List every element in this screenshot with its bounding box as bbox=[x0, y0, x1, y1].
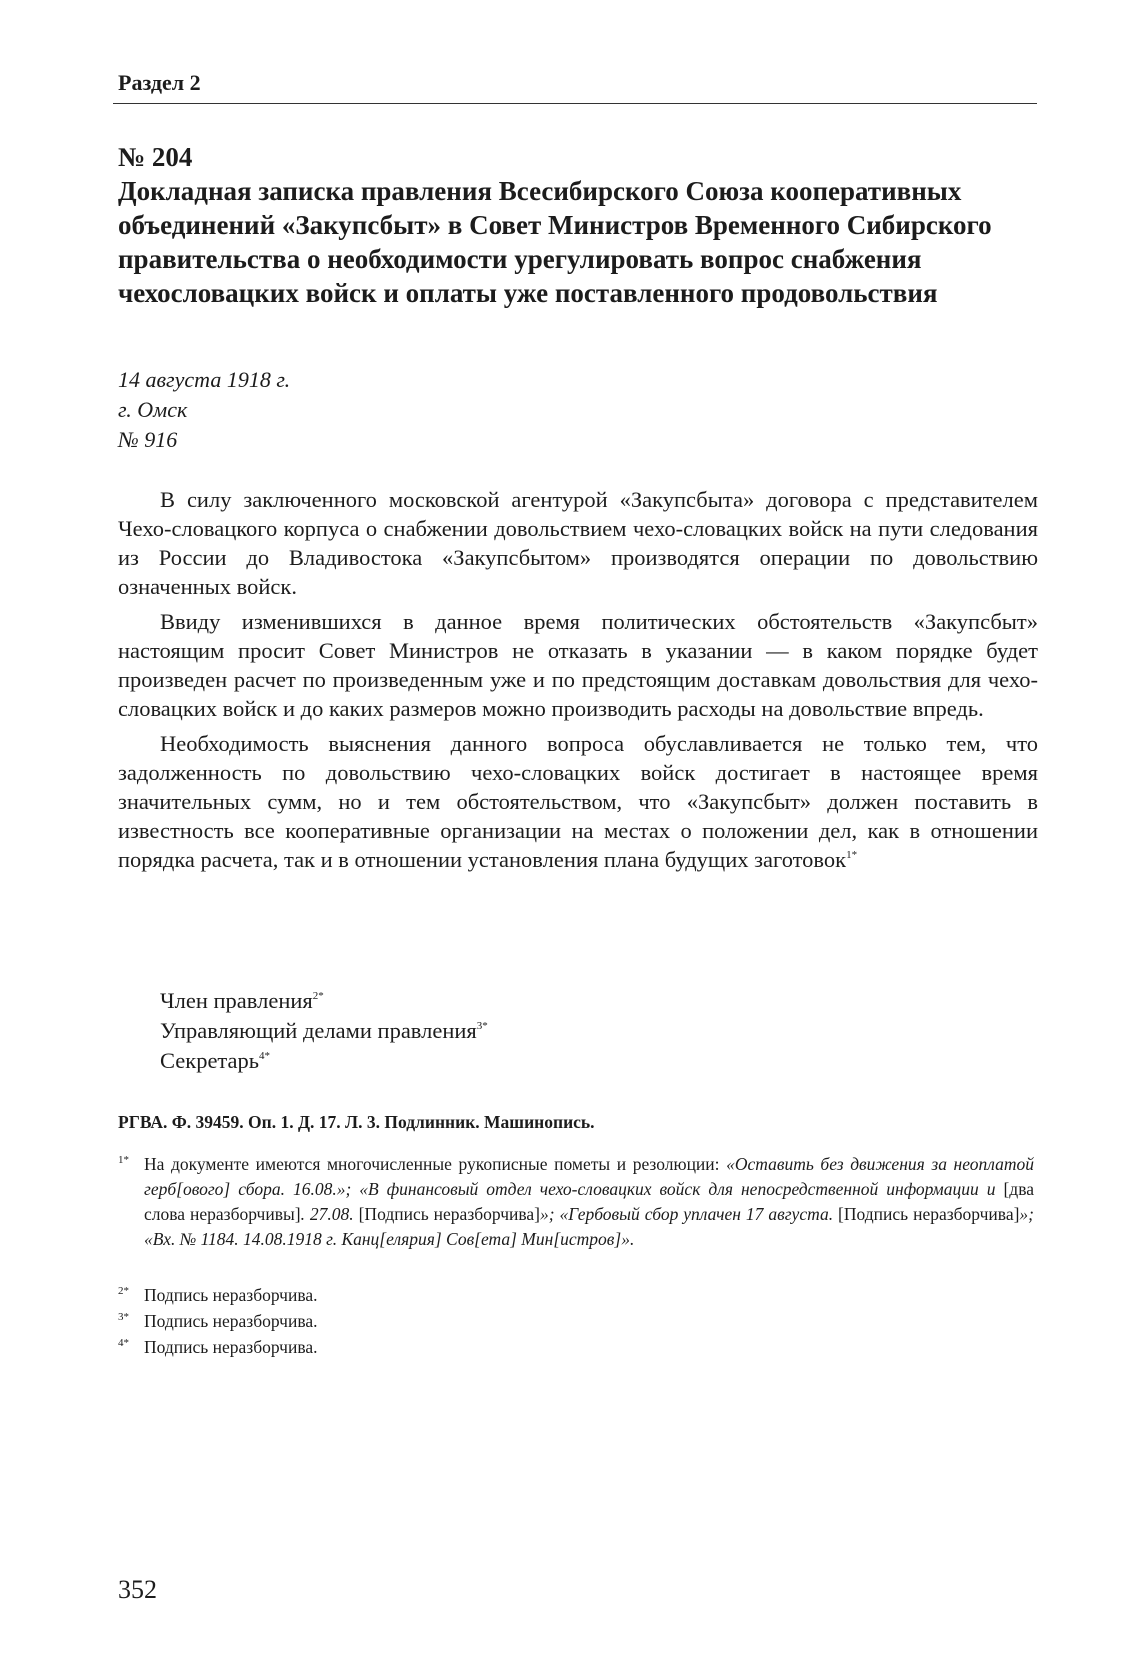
signature-secretary-label: Секретарь bbox=[160, 1048, 260, 1073]
footnote-2 bbox=[118, 1283, 318, 1308]
footnote-2-text: Подпись неразборчива. bbox=[144, 1285, 318, 1305]
header-rule bbox=[113, 103, 1037, 104]
footnote-2-mark: 2* bbox=[118, 1285, 129, 1297]
signature-manager-label: Управляющий делами правления bbox=[160, 1018, 477, 1043]
body-paragraph-3 bbox=[118, 729, 1038, 874]
footnote-1 bbox=[118, 1152, 1034, 1252]
footnote-ref-3: 3* bbox=[476, 1020, 488, 1032]
running-head: Раздел 2 bbox=[118, 70, 201, 95]
document-body bbox=[118, 485, 1038, 874]
document-registry-number: № 916 bbox=[118, 427, 178, 452]
footnote-3 bbox=[118, 1309, 318, 1334]
body-paragraph-3-text: Необходимость выяснения данного вопроса обуславливается не только тем, что задолженность по довольствию чехо-словацких войск достигает в настоящее время значительных сумм, но и тем обстоятельством, что «Закупсбыт» должен поставить в известность все кооперативные организации на местах о положении дел, как в отношении порядка расчета, так и в отношении установления плана будущих заготовок bbox=[118, 731, 1038, 872]
signature-member bbox=[160, 988, 324, 1014]
document-date: 14 августа 1918 г. bbox=[118, 367, 291, 392]
footnote-ref-1: 1* bbox=[846, 849, 858, 861]
document-title: Докладная записка правления Всесибирского Союза кооперативных объединений «Закупсбыт» в Совет Министров Временного Сибирского правительства о необходимости урегулировать вопрос снабжения чехословацких войск и оплаты уже поставленного продовольствия bbox=[118, 176, 992, 308]
footnote-4-text: Подпись неразборчива. bbox=[144, 1337, 318, 1357]
document-number: № 204 bbox=[118, 142, 193, 172]
footnote-3-text: Подпись неразборчива. bbox=[144, 1311, 318, 1331]
footnote-1-text: На документе имеются многочисленные рукописные пометы и резолюции: «Оставить без движения за неоплатой герб[ового] сбора. 16.08.»; «В финансовый отдел чехо-словацких войск для непосредственной информации и [два слова неразборчивы]. 27.08. [Подпись неразборчива]»; «Гербовый сбор уплачен 17 августа. [Подпись неразборчива]»; «Вх. № 1184. 14.08.1918 г. Канц[елярия] Сов[ета] Мин[истров]». bbox=[144, 1154, 1034, 1249]
signature-secretary bbox=[160, 1048, 270, 1074]
footnote-4 bbox=[118, 1335, 318, 1360]
archive-source: РГВА. Ф. 39459. Оп. 1. Д. 17. Л. 3. Подлинник. Машинопись. bbox=[118, 1112, 595, 1132]
footnote-ref-2: 2* bbox=[312, 990, 324, 1002]
footnote-1-mark: 1* bbox=[118, 1154, 129, 1166]
signature-manager bbox=[160, 1018, 488, 1044]
footnote-4-mark: 4* bbox=[118, 1337, 129, 1349]
footnote-3-mark: 3* bbox=[118, 1311, 129, 1323]
footnote-ref-4: 4* bbox=[259, 1050, 271, 1062]
body-paragraph-1: В силу заключенного московской агентурой «Закупсбыта» договора с представителем Чехо-словацкого корпуса о снабжении довольствием чехо-словацких войск на пути следования из России до Владивостока «Закупсбытом» производятся операции по довольствию означенных войск. bbox=[118, 487, 1038, 599]
page-number: 352 bbox=[118, 1575, 157, 1604]
signature-member-label: Член правления bbox=[160, 988, 313, 1013]
document-place: г. Омск bbox=[118, 397, 188, 422]
body-paragraph-2: Ввиду изменившихся в данное время политических обстоятельств «Закупсбыт» настоящим просит Совет Министров не отказать в указании — в каком порядке будет произведен расчет по произведенным уже и по предстоящим доставкам довольствия для чехо-словацких войск и до каких размеров можно производить расходы на довольствие впредь. bbox=[118, 609, 1038, 721]
